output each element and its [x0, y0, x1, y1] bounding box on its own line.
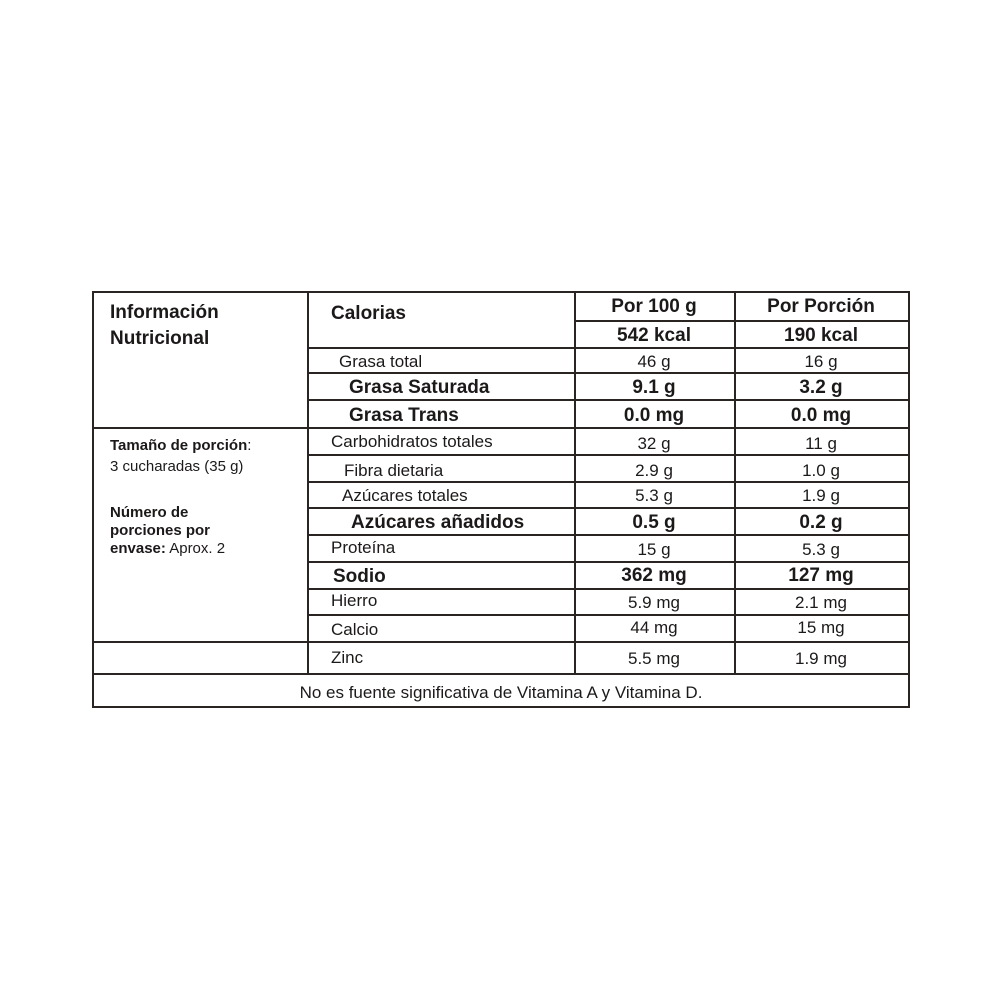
nutrient-name: Azúcares totales: [342, 486, 468, 505]
divider-horizontal-row: [307, 588, 908, 590]
nutrient-name: Proteína: [331, 538, 396, 557]
column-header-per-100g: Por 100 g: [611, 296, 697, 317]
nutrient-name: Azúcares añadidos: [351, 512, 525, 533]
panel-title-line2: Nutricional: [110, 328, 210, 349]
nutrient-value-per-portion: 11 g: [805, 434, 837, 453]
nutrient-value-per-100g: 362 mg: [621, 565, 687, 586]
divider-horizontal-zinc: [94, 641, 908, 643]
divider-horizontal-row: [307, 534, 908, 536]
nutrient-name: Zinc: [331, 648, 364, 667]
divider-horizontal-row: [307, 507, 908, 509]
nutrient-value-per-portion: 5.3 g: [802, 540, 840, 559]
nutrient-value-per-portion: 15 mg: [797, 618, 845, 637]
nutrient-value-per-100g: 15 g: [637, 540, 671, 559]
serving-size-label: [110, 438, 251, 453]
panel-title-line1: Información: [110, 302, 219, 323]
servings-count-label: envase:: [110, 540, 166, 557]
servings-count-line3: [110, 541, 225, 556]
nutrient-name: Hierro: [331, 591, 378, 610]
nutrient-name: Carbohidratos totales: [331, 432, 493, 451]
calories-per-portion: 190 kcal: [784, 325, 858, 346]
nutrient-name: Sodio: [333, 566, 386, 587]
nutrient-name: Fibra dietaria: [344, 461, 444, 480]
column-header-per-portion: Por Porción: [767, 296, 875, 317]
nutrition-facts-table: [92, 291, 910, 708]
servings-count-line1: Número de: [110, 504, 189, 521]
nutrient-value-per-100g: 0.0 mg: [623, 405, 685, 426]
divider-horizontal-row: [307, 481, 908, 483]
divider-horizontal-row: [307, 614, 908, 616]
nutrient-value-per-portion: 127 mg: [788, 565, 854, 586]
footer-note: No es fuente significativa de Vitamina A y Vitamina D.: [299, 683, 703, 702]
nutrient-value-per-100g: 5.9 mg: [628, 593, 680, 612]
nutrient-value-per-portion: 1.9 mg: [795, 649, 847, 668]
divider-horizontal-row: [307, 454, 908, 456]
divider-horizontal-section: [94, 427, 908, 429]
nutrient-value-per-100g: 46 g: [637, 352, 671, 371]
serving-size-label-text: Tamaño de porción: [110, 437, 248, 454]
servings-count-line2: porciones por: [110, 522, 211, 539]
nutrient-value-per-100g: 32 g: [637, 434, 671, 453]
nutrient-value-per-100g: 44 mg: [630, 618, 678, 637]
divider-horizontal-row: [307, 347, 908, 349]
divider-horizontal-footer: [94, 673, 908, 675]
divider-horizontal-row: [307, 399, 908, 401]
calories-label: Calorias: [331, 303, 406, 324]
divider-vertical-portion: [734, 293, 736, 674]
divider-vertical-per100: [574, 293, 576, 674]
nutrient-value-per-portion: 3.2 g: [799, 377, 843, 398]
nutrient-value-per-100g: 0.5 g: [632, 512, 676, 533]
nutrient-name: Grasa Trans: [349, 405, 459, 426]
nutrient-value-per-portion: 1.0 g: [802, 461, 840, 480]
serving-size-value: 3 cucharadas (35 g): [110, 458, 244, 475]
nutrient-value-per-portion: 1.9 g: [802, 486, 840, 505]
serving-size-colon: :: [247, 437, 252, 454]
nutrient-value-per-100g: 2.9 g: [635, 461, 673, 480]
servings-count-value: Aprox. 2: [169, 540, 226, 557]
divider-horizontal-row: [307, 561, 908, 563]
nutrient-name: Grasa total: [339, 352, 423, 371]
nutrient-value-per-portion: 2.1 mg: [795, 593, 847, 612]
divider-horizontal-row: [307, 372, 908, 374]
divider-vertical-labels: [307, 293, 309, 674]
nutrient-name: Grasa Saturada: [349, 377, 490, 398]
nutrient-value-per-100g: 5.5 mg: [628, 649, 680, 668]
nutrient-value-per-portion: 0.0 mg: [790, 405, 852, 426]
divider-horizontal-kcal: [574, 320, 908, 322]
nutrient-value-per-100g: 9.1 g: [632, 377, 676, 398]
nutrient-value-per-100g: 5.3 g: [635, 486, 673, 505]
nutrient-value-per-portion: 16 g: [804, 352, 838, 371]
calories-per-100g: 542 kcal: [617, 325, 691, 346]
nutrient-name: Calcio: [331, 620, 379, 639]
nutrient-value-per-portion: 0.2 g: [799, 512, 843, 533]
